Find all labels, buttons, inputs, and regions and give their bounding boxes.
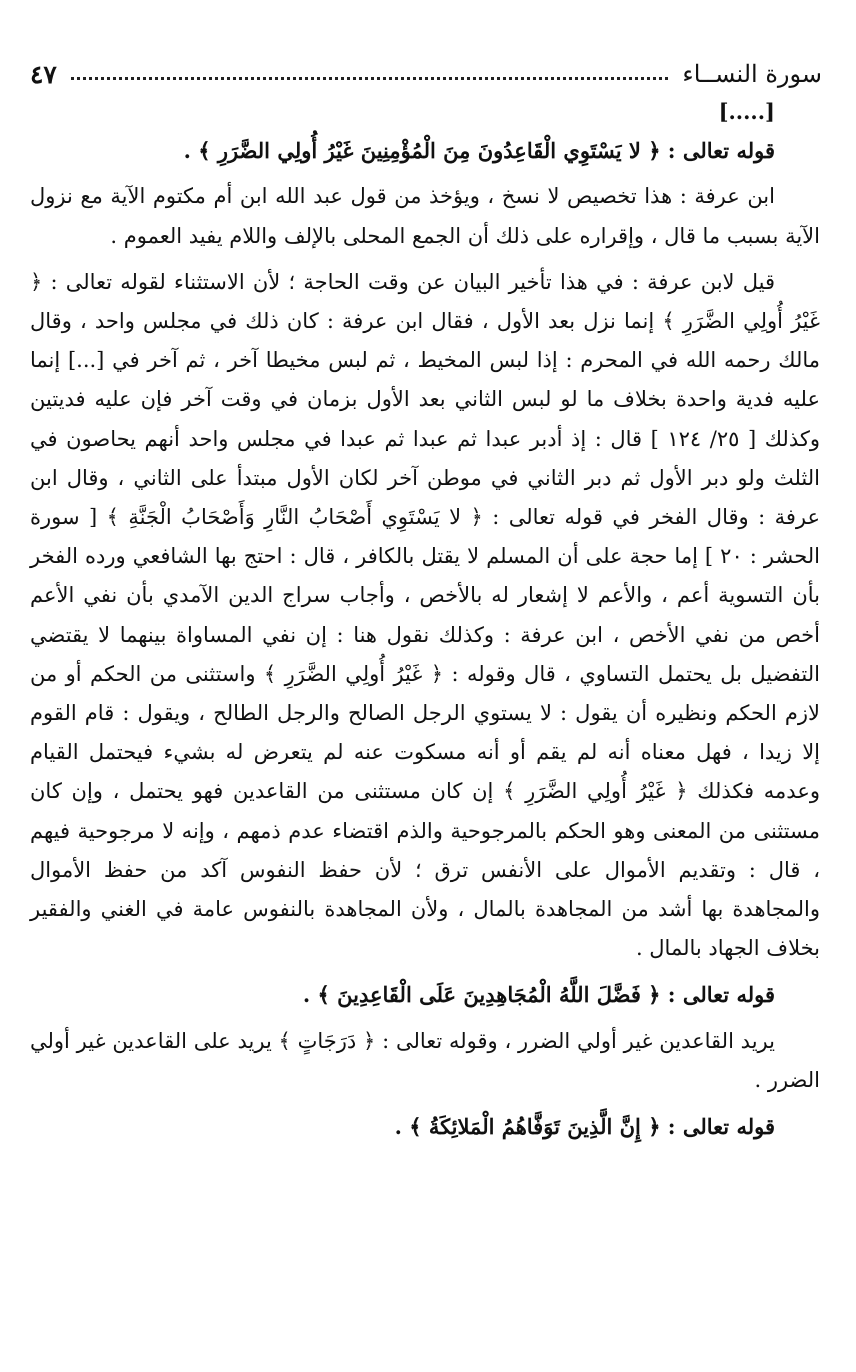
verse-quote-paragraph: قوله تعالى : ﴿ فَضَّلَ اللَّهُ الْمُجَاهِدِينَ عَلَى الْقَاعِدِينَ ﴾ . bbox=[302, 982, 775, 1008]
verse-quote-paragraph: قوله تعالى : ﴿ لا يَسْتَوِي الْقَاعِدُونَ مِنَ الْمُؤْمِنِينَ غَيْرُ أُولِي الضَّرَرِ ﴾ . bbox=[183, 138, 775, 164]
page-header bbox=[30, 56, 822, 92]
commentary-paragraph: يريد القاعدين غير أولي الضرر ، وقوله تعالى : ﴿ دَرَجَاتٍ ﴾ يريد على القاعدين غير أولي الضرر . bbox=[30, 1028, 820, 1092]
page-number: ٤٧ bbox=[30, 59, 57, 89]
commentary-paragraph: قيل لابن عرفة : في هذا تأخير البيان عن وقت الحاجة ؛ لأن الاستثناء لقوله تعالى : ﴿ غَيْرُ أُولِي الضَّرَرِ ﴾ إنما نزل بعد الأول ، فقال ابن عرفة : كان ذلك في مجلس واحد ، وقال مالك رحمه الله في المحرم : إذا لبس المخيط ، ثم لبس مخيطا آخر ، ثم آخر في [...] إنما عليه فدية واحدة بخلاف ما لو لبس الثاني بعد الأول بزمان في وقت آخر فإن عليه فديتين وكذلك [ ٢٥/ ١٢٤ ] قال : إذ أدبر عبدا ثم عبدا ثم عبدا في مجلس واحد أنهم يحاصون في الثلث ولو دبر الأول ثم دبر الثاني في موطن آخر لكان الأول مبتدأ على الثاني ، وقال ابن عرفة : وقال الفخر في قوله تعالى : ﴿ لا يَسْتَوِي أَصْحَابُ النَّارِ وَأَصْحَابُ الْجَنَّةِ ﴾ [ سورة الحشر : ٢٠ ] إما حجة على أن المسلم لا يقتل بالكافر ، قال : احتج بها الشافعي ورده الفخر بأن التسوية أعم ، والأعم لا إشعار له بالأخص ، وأجاب سراج الدين الآمدي بأن نفي الأعم أخص من نفي الأخص ، ابن عرفة : وكذلك نقول هنا : إن نفي المساواة بينهما لا يقتضي التفضيل بل يحتمل التساوي ، قال وقوله : ﴿ غَيْرُ أُولِي الضَّرَرِ ﴾ واستثنى من الحكم أو من لازم الحكم ونظيره أن يقول : لا يستوي الرجل الصالح والرجل الطالح ، ويقول : قام القوم إلا زيدا ، فهل معناه أنه لم يقم أو أنه مسكوت عنه لم يتعرض له بشيء فيحتمل القيام وعدمه فكذلك ﴿ غَيْرُ أُولِي الضَّرَرِ ﴾ إن كان مستثنى من القاعدين فهو يحتمل ، وإن كان مستثنى من المعنى وهو الحكم بالمرجوحية والذم اقتضاء عدم ذمهم ، وإنه لا مرجوحية فيهم ، قال : وتقديم الأموال على الأنفس ترق ؛ لأن حفظ النفوس آكد من حفظ الأموال والمجاهدة بها أشد من المجاهدة بالمال ، ولأن المجاهدة بالنفوس عامة في الغني والفقير بخلاف الجهاد بالمال . bbox=[30, 269, 820, 961]
commentary-paragraph: ابن عرفة : هذا تخصيص لا نسخ ، ويؤخذ من قول عبد الله ابن أم مكتوم الآية مع نزول الآية بسبب ما قال ، وإقراره على ذلك أن الجمع المحلى بالإلف واللام يفيد العموم . bbox=[30, 184, 820, 248]
page-body bbox=[30, 92, 820, 1146]
verse-quote-paragraph: قوله تعالى : ﴿ إِنَّ الَّذِينَ تَوَفَّاهُمُ الْمَلائِكَةُ ﴾ . bbox=[394, 1114, 775, 1140]
header-dotted-leader bbox=[71, 74, 669, 80]
omission-marker: [.....] bbox=[718, 99, 775, 124]
surah-title: سورة النســاء bbox=[682, 60, 822, 88]
